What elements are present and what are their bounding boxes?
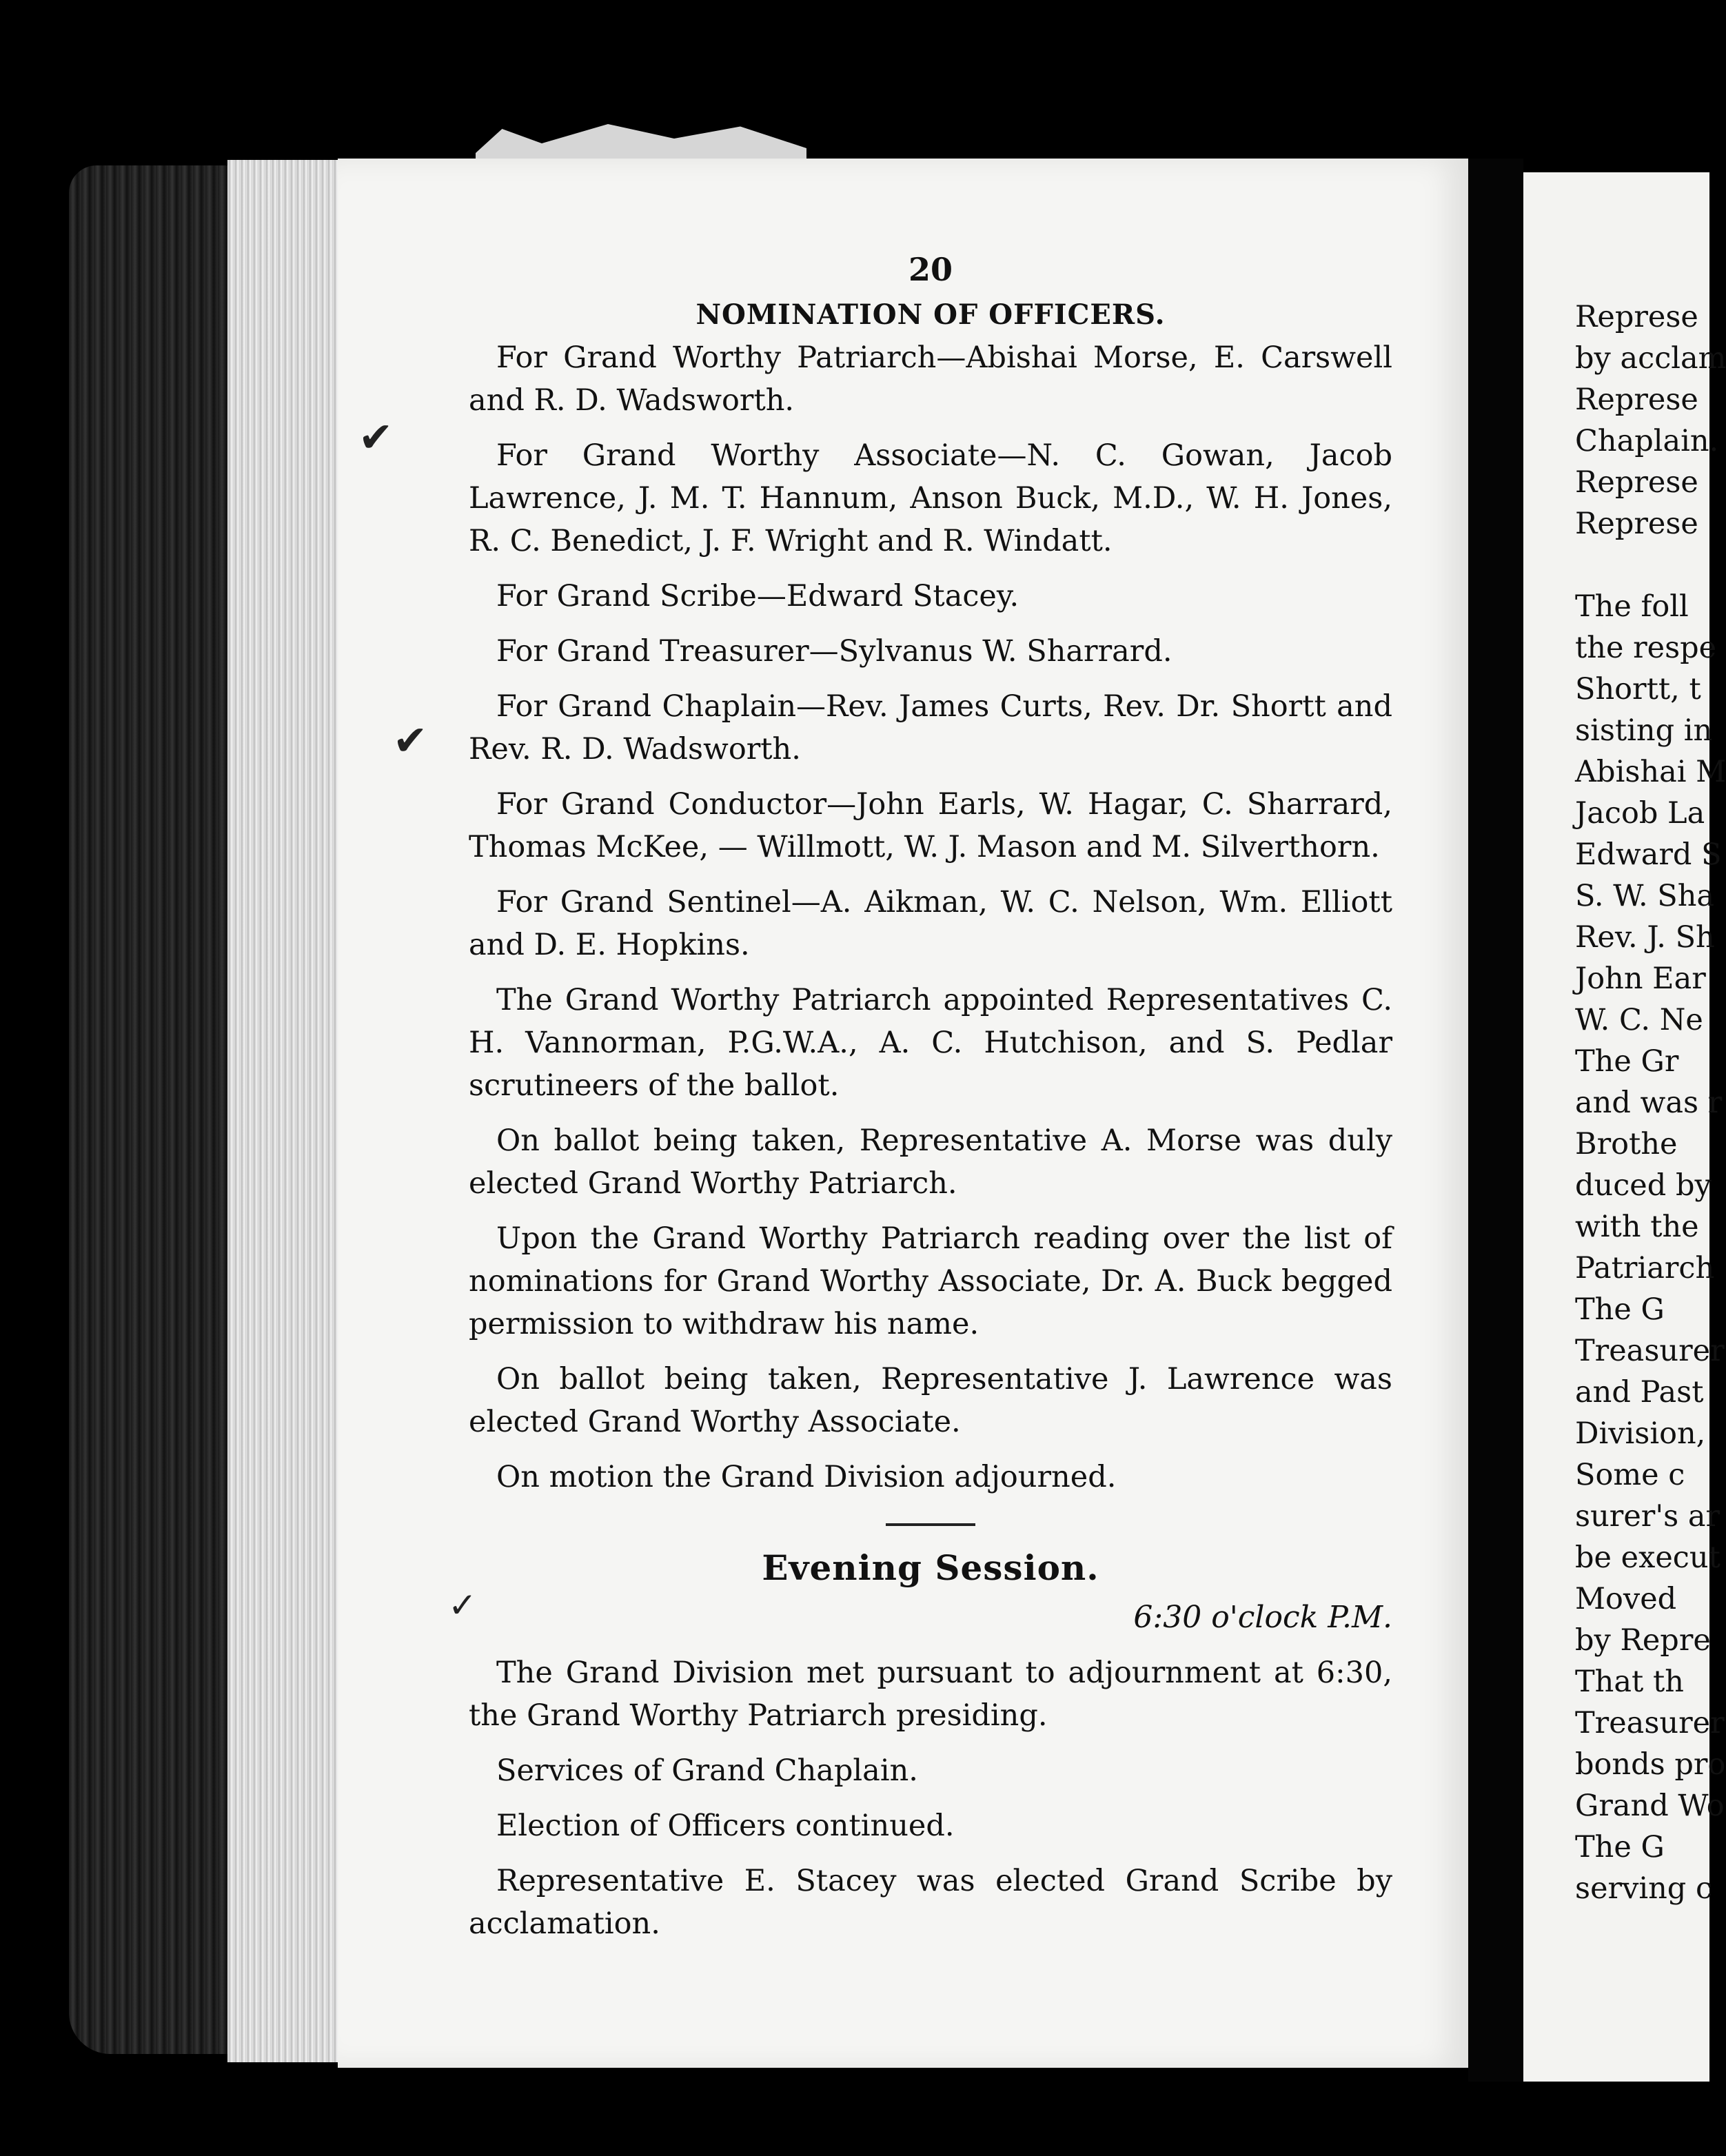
page-number: 20 xyxy=(908,251,953,288)
paragraph: Election of Officers continued. xyxy=(496,1809,955,1843)
pencil-mark-icon: ✓ xyxy=(448,1585,477,1625)
right-page-line: Abishai M xyxy=(1575,755,1726,789)
right-page-line: Jacob La xyxy=(1575,796,1705,831)
right-page-line: Some c xyxy=(1575,1458,1685,1492)
book-gutter xyxy=(1468,159,1523,2082)
right-page-line: and was r xyxy=(1575,1086,1723,1120)
paragraph: For Grand Chaplain—Rev. James Curts, Rev. Dr. Shortt and Rev. R. D. Wadsworth. xyxy=(469,689,1392,766)
paragraph: For Grand Worthy Associate—N. C. Gowan, Jacob Lawrence, J. M. T. Hannum, Anson Buck, M.D., W. H. Jones, R. C. Benedict, J. F. Wright and R. Windatt. xyxy=(469,438,1392,558)
right-page-line: Shortt, t xyxy=(1575,672,1701,706)
right-page-line: S. W. Sha xyxy=(1575,879,1715,913)
right-page-line: Chaplain. xyxy=(1575,424,1719,458)
right-page-line: by acclam xyxy=(1575,341,1726,376)
right-page-line: Treasurer xyxy=(1575,1334,1725,1368)
section-heading: NOMINATION OF OFFICERS. xyxy=(696,298,1166,331)
right-page-line: Represe xyxy=(1575,300,1698,334)
right-page-line: surer's ar xyxy=(1575,1499,1720,1534)
paragraph: The Grand Worthy Patriarch appointed Representatives C. H. Vannorman, P.G.W.A., A. C. Hutchison, and S. Pedlar scrutineers of the ballot. xyxy=(469,983,1392,1103)
right-page-line: Rev. J. Sh xyxy=(1575,920,1715,955)
right-page-text xyxy=(1575,296,1726,1909)
paragraph: For Grand Worthy Patriarch—Abishai Morse, E. Carswell and R. D. Wadsworth. xyxy=(469,340,1392,418)
right-page-line: Division, xyxy=(1575,1416,1706,1451)
paragraph: For Grand Sentinel—A. Aikman, W. C. Nelson, Wm. Elliott and D. E. Hopkins. xyxy=(469,885,1392,962)
page-stack-edges xyxy=(227,160,345,2062)
right-page-line: duced by xyxy=(1575,1168,1712,1203)
section-divider xyxy=(886,1523,975,1526)
page-content xyxy=(469,248,1392,1957)
right-page-line: W. C. Ne xyxy=(1575,1003,1703,1037)
paragraph: Services of Grand Chaplain. xyxy=(496,1753,918,1788)
right-page-line: serving c xyxy=(1575,1871,1713,1906)
right-page-line: Moved xyxy=(1575,1582,1677,1616)
right-page-line: with the xyxy=(1575,1210,1699,1244)
right-page-line: Patriarch xyxy=(1575,1251,1715,1285)
right-page-line: Represe xyxy=(1575,465,1698,500)
right-page-line: Edward S xyxy=(1575,837,1722,872)
right-page-line: The foll xyxy=(1575,589,1689,624)
right-page-line: The G xyxy=(1575,1830,1665,1864)
right-page-line: John Ear xyxy=(1575,962,1706,996)
right-page-line: Treasurer xyxy=(1575,1706,1725,1740)
right-page-line: The G xyxy=(1575,1292,1665,1327)
right-page-line: That th xyxy=(1575,1665,1684,1699)
right-page-line: bonds pro xyxy=(1575,1747,1726,1782)
right-page-line: be execut xyxy=(1575,1540,1720,1575)
paragraph: For Grand Scribe—Edward Stacey. xyxy=(496,579,1019,613)
paragraph: On ballot being taken, Representative J. Lawrence was elected Grand Worthy Associate. xyxy=(469,1362,1392,1439)
right-page-line: The Gr xyxy=(1575,1044,1679,1079)
paragraph: The Grand Division met pursuant to adjournment at 6:30, the Grand Worthy Patriarch presiding. xyxy=(469,1656,1392,1733)
right-page-line: Represe xyxy=(1575,383,1698,417)
right-page-line: and Past xyxy=(1575,1375,1704,1410)
right-page-line: Represe xyxy=(1575,507,1698,541)
right-page-line: Brothe xyxy=(1575,1127,1678,1161)
paragraph: On motion the Grand Division adjourned. xyxy=(496,1460,1117,1494)
paragraph: For Grand Conductor—John Earls, W. Hagar, C. Sharrard, Thomas McKee, — Willmott, W. J. Mason and M. Silverthorn. xyxy=(469,787,1392,864)
right-page-line xyxy=(1575,545,1713,586)
session-time: 6:30 o'clock P.M. xyxy=(1133,1600,1392,1635)
paragraph: On ballot being taken, Representative A. Morse was duly elected Grand Worthy Patriarch. xyxy=(469,1123,1392,1201)
paragraph: Upon the Grand Worthy Patriarch reading over the list of nominations for Grand Worthy Associate, Dr. A. Buck begged permission to withdraw his name. xyxy=(469,1221,1392,1341)
right-page-line: by Repre xyxy=(1575,1623,1711,1658)
paragraph: For Grand Treasurer—Sylvanus W. Sharrard. xyxy=(496,634,1172,669)
session-title: Evening Session. xyxy=(762,1547,1099,1588)
right-page-line: Grand Wo xyxy=(1575,1789,1725,1823)
check-mark-icon: ✔ xyxy=(393,717,428,765)
right-page-line: sisting in xyxy=(1575,713,1713,748)
paragraph: Representative E. Stacey was elected Grand Scribe by acclamation. xyxy=(469,1864,1392,1941)
check-mark-icon: ✔ xyxy=(358,414,394,462)
right-page-line: the respe xyxy=(1575,631,1717,665)
